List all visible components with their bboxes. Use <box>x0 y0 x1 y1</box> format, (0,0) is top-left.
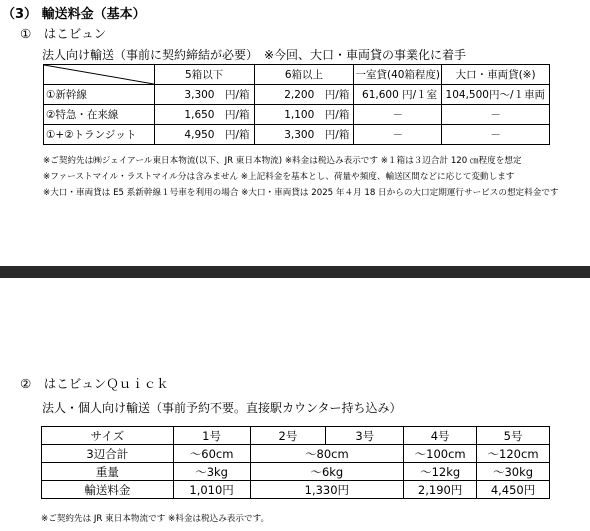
row-label: 輸送料金 <box>42 481 174 499</box>
col-header: サイズ <box>42 427 174 445</box>
col-header: 大口・車両貸(※) <box>442 65 550 85</box>
quick-heading: ② はこビュンＱｕｉｃｋ <box>20 376 169 391</box>
cell: ～12kg <box>404 463 477 481</box>
header-diagonal-cell <box>44 65 155 85</box>
table-row <box>44 85 550 105</box>
price-cell: 1,100 円/箱 <box>254 105 354 125</box>
hakobyun-note: ※大口・車両貸は E5 系新幹線１号車を利用の場合 ※大口・車両貸は 2025 年４月 18 日からの大口定期運行サービスの想定料金です <box>43 188 559 198</box>
row-label: 3辺合計 <box>42 445 174 463</box>
table-row <box>44 125 550 145</box>
price-cell: 61,600 円/１室 <box>354 85 442 105</box>
row-label: ①+②トランジット <box>44 125 155 145</box>
price-cell: 4,950 円/箱 <box>154 125 254 145</box>
cell: ～30kg <box>477 463 550 481</box>
cell: ～60cm <box>173 445 250 463</box>
col-header: 5箱以下 <box>154 65 254 85</box>
price-cell: 3,300 円/箱 <box>154 85 254 105</box>
cell: ～100cm <box>404 445 477 463</box>
quick-subtitle: 法人・個人向け輸送（事前予約不要。直接駅カウンター持ち込み） <box>42 401 402 415</box>
price-cell: － <box>354 125 442 145</box>
hakobyun-note: ※ファーストマイル・ラストマイル分は含みません ※上記料金を基本とし、荷量や頻度、輸送区間などに応じて変動します <box>43 172 515 182</box>
price-cell: 3,300 円/箱 <box>254 125 354 145</box>
table-row <box>42 481 550 499</box>
cell: ～80cm <box>250 445 404 463</box>
col-header: 一室貸(40箱程度) <box>354 65 442 85</box>
col-header: 2号 <box>250 427 326 445</box>
price-cell: 2,200 円/箱 <box>254 85 354 105</box>
price-cell: 1,650 円/箱 <box>154 105 254 125</box>
table-row <box>44 105 550 125</box>
hakobyun-heading: ① はこビュン <box>20 26 107 41</box>
col-header: 5号 <box>477 427 550 445</box>
price-cell: 104,500円～/１車両 <box>442 85 550 105</box>
page-separator <box>0 266 590 278</box>
quick-price-table <box>41 426 550 499</box>
table-row <box>42 463 550 481</box>
price-cell: － <box>442 125 550 145</box>
col-header: 1号 <box>173 427 250 445</box>
price-cell: － <box>442 105 550 125</box>
col-header: 4号 <box>404 427 477 445</box>
quick-note: ※ご契約先は JR 東日本物流です ※料金は税込み表示です。 <box>41 514 270 524</box>
cell: 2,190円 <box>404 481 477 499</box>
row-label: 重量 <box>42 463 174 481</box>
cell: 4,450円 <box>477 481 550 499</box>
section-title: （3） 輸送料金（基本） <box>2 7 146 22</box>
col-header: 6箱以上 <box>254 65 354 85</box>
cell: 1,330円 <box>250 481 404 499</box>
col-header: 3号 <box>326 427 404 445</box>
hakobyun-subtitle: 法人向け輸送（事前に契約締結が必要） ※今回、大口・車両貸の事業化に着手 <box>42 48 467 62</box>
hakobyun-price-table <box>43 64 550 145</box>
row-label: ①新幹線 <box>44 85 155 105</box>
price-cell: － <box>354 105 442 125</box>
table-header-row <box>42 427 550 445</box>
row-label: ②特急・在来線 <box>44 105 155 125</box>
cell: ～6kg <box>250 463 404 481</box>
cell: 1,010円 <box>173 481 250 499</box>
table-row <box>42 445 550 463</box>
cell: ～3kg <box>173 463 250 481</box>
cell: ～120cm <box>477 445 550 463</box>
hakobyun-note: ※ご契約先は㈱ジェイアール東日本物流(以下、JR 東日本物流) ※料金は税込み表示です ※１箱は３辺合計 120 ㎝程度を想定 <box>43 156 522 166</box>
